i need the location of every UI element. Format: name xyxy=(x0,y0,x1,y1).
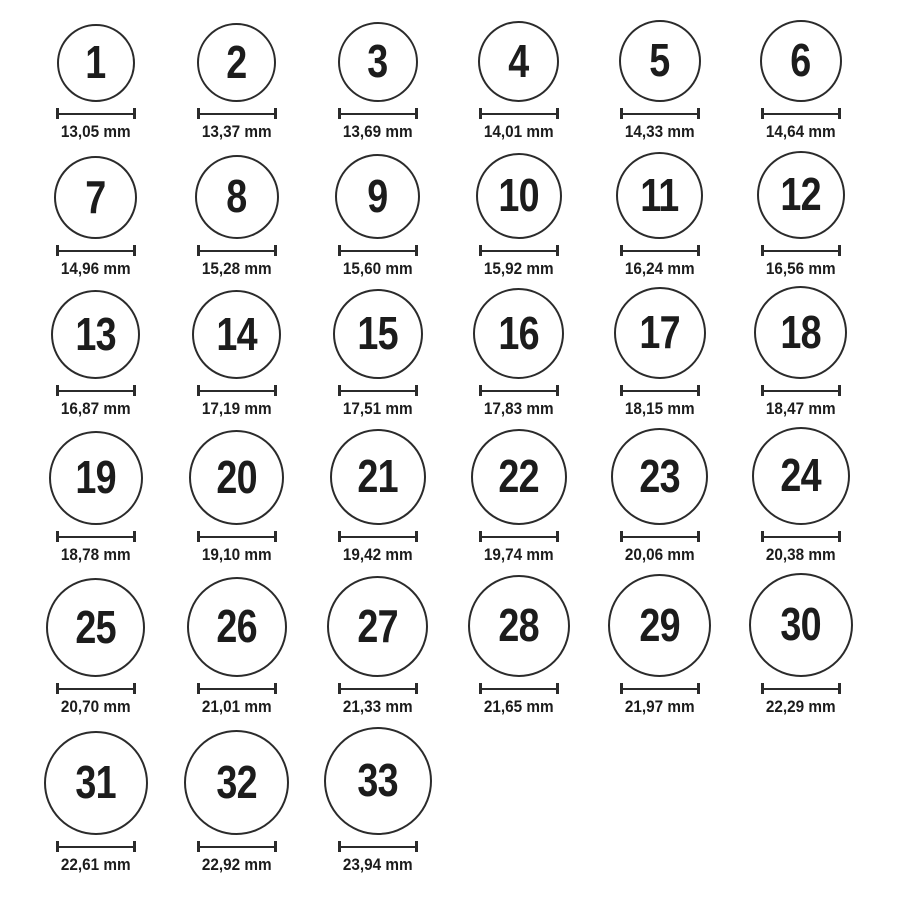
ring-size-number: 4 xyxy=(508,34,529,87)
diameter-label: 19,10 mm xyxy=(201,545,272,564)
ring-circle xyxy=(478,21,559,102)
diameter-label: 15,60 mm xyxy=(342,259,413,278)
measure-bar xyxy=(623,113,697,115)
ring-size-number: 5 xyxy=(649,34,670,86)
ring-size-number: 14 xyxy=(216,307,257,360)
ring-size-cell xyxy=(448,565,589,717)
ring-size-cell xyxy=(448,142,589,279)
ring-size-number: 21 xyxy=(357,450,398,502)
diameter-measure-line xyxy=(338,531,418,542)
diameter-label: 21,65 mm xyxy=(483,697,554,716)
ring-size-number: 11 xyxy=(640,168,679,221)
diameter-measure-line xyxy=(338,108,418,119)
ring-size-cell xyxy=(589,279,730,419)
ring-size-number: 27 xyxy=(357,599,398,652)
diameter-label: 18,47 mm xyxy=(765,399,836,418)
ring-size-number: 1 xyxy=(85,36,106,88)
ring-size-cell xyxy=(589,565,730,717)
ring-size-cell xyxy=(730,142,871,279)
ring-circle xyxy=(611,428,708,525)
ring-size-cell xyxy=(25,142,166,279)
ring-circle xyxy=(473,288,564,379)
ring-circle xyxy=(197,23,276,102)
ring-circle xyxy=(468,575,570,677)
ring-circle xyxy=(754,286,847,379)
ring-size-cell xyxy=(730,565,871,717)
ring-size-cell xyxy=(307,419,448,565)
ring-size-number: 2 xyxy=(226,35,247,88)
ring-size-number: 32 xyxy=(216,755,257,808)
ring-size-cell xyxy=(307,142,448,279)
ring-size-cell xyxy=(448,419,589,565)
ring-size-cell xyxy=(589,142,730,279)
ring-circle xyxy=(51,290,140,379)
diameter-measure-line xyxy=(761,108,841,119)
measure-bar xyxy=(482,250,556,252)
ring-size-number: 19 xyxy=(75,451,116,503)
diameter-label: 14,33 mm xyxy=(624,122,695,141)
diameter-label: 14,96 mm xyxy=(60,259,131,278)
measure-bar xyxy=(200,536,274,538)
measure-bar xyxy=(482,113,556,115)
ring-size-number: 13 xyxy=(75,307,116,360)
measure-bar xyxy=(623,536,697,538)
ring-size-number: 16 xyxy=(498,306,539,359)
diameter-measure-line xyxy=(479,245,559,256)
measure-bar xyxy=(341,536,415,538)
measure-bar xyxy=(482,536,556,538)
diameter-label: 16,56 mm xyxy=(765,259,836,278)
diameter-measure-line xyxy=(620,245,700,256)
measure-bar xyxy=(200,113,274,115)
diameter-label: 20,70 mm xyxy=(60,697,131,716)
measure-bar xyxy=(200,250,274,252)
ring-circle xyxy=(335,154,420,239)
diameter-label: 16,24 mm xyxy=(624,259,695,278)
measure-bar xyxy=(59,390,133,392)
ring-size-cell xyxy=(307,717,448,875)
ring-circle xyxy=(330,429,426,525)
ring-size-cell xyxy=(166,142,307,279)
measure-bar xyxy=(482,390,556,392)
chart-row xyxy=(25,419,900,565)
chart-row xyxy=(25,565,900,717)
ring-circle xyxy=(192,290,281,379)
diameter-measure-line xyxy=(338,385,418,396)
diameter-measure-line xyxy=(338,841,418,852)
ring-size-number: 10 xyxy=(498,169,539,221)
measure-bar xyxy=(482,688,556,690)
diameter-label: 13,69 mm xyxy=(342,122,413,141)
chart-row xyxy=(25,142,900,279)
diameter-label: 13,05 mm xyxy=(60,122,131,141)
measure-bar xyxy=(764,113,838,115)
diameter-measure-line xyxy=(197,245,277,256)
ring-circle xyxy=(184,730,289,835)
measure-bar xyxy=(764,688,838,690)
diameter-measure-line xyxy=(56,841,136,852)
diameter-label: 20,06 mm xyxy=(624,545,695,564)
ring-circle xyxy=(471,429,567,525)
ring-size-number: 26 xyxy=(216,600,257,652)
measure-bar xyxy=(623,390,697,392)
ring-size-number: 23 xyxy=(639,449,680,502)
diameter-label: 21,01 mm xyxy=(201,697,272,716)
diameter-measure-line xyxy=(338,683,418,694)
ring-size-number: 31 xyxy=(75,756,116,808)
diameter-label: 23,94 mm xyxy=(342,855,413,874)
ring-size-number: 8 xyxy=(226,170,247,222)
ring-size-cell xyxy=(25,279,166,419)
ring-circle xyxy=(608,574,711,677)
ring-circle xyxy=(54,156,137,239)
ring-size-number: 30 xyxy=(780,598,821,650)
ring-size-cell xyxy=(730,2,871,142)
ring-circle xyxy=(46,578,145,677)
diameter-label: 13,37 mm xyxy=(201,122,272,141)
diameter-measure-line xyxy=(479,531,559,542)
diameter-label: 22,92 mm xyxy=(201,855,272,874)
chart-row xyxy=(25,717,900,875)
diameter-label: 16,87 mm xyxy=(60,399,131,418)
ring-size-number: 18 xyxy=(780,305,821,358)
ring-size-number: 15 xyxy=(357,307,398,359)
ring-size-number: 17 xyxy=(639,306,680,358)
ring-size-number: 22 xyxy=(498,450,539,502)
measure-bar xyxy=(341,688,415,690)
ring-circle xyxy=(760,20,842,102)
diameter-label: 22,61 mm xyxy=(60,855,131,874)
ring-circle xyxy=(195,155,279,239)
ring-circle xyxy=(616,152,703,239)
diameter-measure-line xyxy=(197,108,277,119)
diameter-label: 14,01 mm xyxy=(483,122,554,141)
ring-size-cell xyxy=(166,565,307,717)
diameter-measure-line xyxy=(761,245,841,256)
measure-bar xyxy=(59,113,133,115)
measure-bar xyxy=(623,250,697,252)
ring-size-cell xyxy=(25,419,166,565)
ring-size-number: 6 xyxy=(790,34,811,86)
measure-bar xyxy=(59,688,133,690)
diameter-label: 18,78 mm xyxy=(60,545,131,564)
ring-circle xyxy=(189,430,284,525)
diameter-measure-line xyxy=(197,385,277,396)
diameter-measure-line xyxy=(620,108,700,119)
diameter-measure-line xyxy=(197,531,277,542)
ring-size-cell xyxy=(166,717,307,875)
chart-row xyxy=(25,279,900,419)
ring-size-number: 12 xyxy=(780,168,821,220)
ring-size-number: 7 xyxy=(85,170,106,223)
diameter-measure-line xyxy=(620,531,700,542)
ring-circle xyxy=(57,24,135,102)
ring-size-number: 25 xyxy=(75,600,116,653)
ring-circle xyxy=(49,431,143,525)
ring-size-cell xyxy=(307,2,448,142)
ring-size-cell xyxy=(307,279,448,419)
diameter-label: 17,51 mm xyxy=(342,399,413,418)
ring-circle xyxy=(187,577,287,677)
ring-size-cell xyxy=(25,565,166,717)
diameter-measure-line xyxy=(620,683,700,694)
measure-bar xyxy=(341,390,415,392)
ring-size-number: 28 xyxy=(498,599,539,651)
ring-circle xyxy=(338,22,418,102)
ring-size-cell xyxy=(166,2,307,142)
diameter-measure-line xyxy=(56,683,136,694)
ring-size-number: 29 xyxy=(639,598,680,651)
ring-circle xyxy=(327,576,428,677)
diameter-label: 22,29 mm xyxy=(765,697,836,716)
ring-size-cell xyxy=(730,419,871,565)
diameter-measure-line xyxy=(197,683,277,694)
measure-bar xyxy=(341,250,415,252)
ring-size-number: 24 xyxy=(780,449,821,501)
diameter-label: 21,97 mm xyxy=(624,697,695,716)
ring-circle xyxy=(749,573,853,677)
diameter-measure-line xyxy=(56,245,136,256)
ring-circle xyxy=(757,151,845,239)
diameter-measure-line xyxy=(338,245,418,256)
diameter-label: 20,38 mm xyxy=(765,545,836,564)
measure-bar xyxy=(59,536,133,538)
ring-size-cell xyxy=(589,2,730,142)
ring-size-cell xyxy=(730,279,871,419)
diameter-measure-line xyxy=(56,385,136,396)
diameter-measure-line xyxy=(56,531,136,542)
measure-bar xyxy=(341,113,415,115)
diameter-measure-line xyxy=(620,385,700,396)
diameter-measure-line xyxy=(479,683,559,694)
ring-size-cell xyxy=(307,565,448,717)
diameter-label: 19,42 mm xyxy=(342,545,413,564)
measure-bar xyxy=(764,390,838,392)
ring-circle xyxy=(752,427,850,525)
ring-size-number: 3 xyxy=(367,35,388,87)
measure-bar xyxy=(59,846,133,848)
diameter-label: 15,28 mm xyxy=(201,259,272,278)
diameter-measure-line xyxy=(761,385,841,396)
ring-circle xyxy=(614,287,706,379)
ring-circle xyxy=(44,731,148,835)
ring-circle xyxy=(476,153,562,239)
measure-bar xyxy=(623,688,697,690)
ring-size-cell xyxy=(448,279,589,419)
measure-bar xyxy=(764,250,838,252)
ring-size-cell xyxy=(25,2,166,142)
ring-size-cell xyxy=(448,2,589,142)
diameter-measure-line xyxy=(479,385,559,396)
ring-size-cell xyxy=(166,419,307,565)
diameter-label: 17,19 mm xyxy=(201,399,272,418)
chart-row xyxy=(25,2,900,142)
diameter-label: 18,15 mm xyxy=(624,399,695,418)
measure-bar xyxy=(200,390,274,392)
measure-bar xyxy=(59,250,133,252)
measure-bar xyxy=(341,846,415,848)
diameter-measure-line xyxy=(197,841,277,852)
ring-size-cell xyxy=(166,279,307,419)
diameter-measure-line xyxy=(479,108,559,119)
ring-circle xyxy=(324,727,432,835)
diameter-label: 15,92 mm xyxy=(483,259,554,278)
diameter-label: 21,33 mm xyxy=(342,697,413,716)
diameter-measure-line xyxy=(56,108,136,119)
ring-size-cell xyxy=(589,419,730,565)
ring-size-number: 9 xyxy=(367,169,388,222)
diameter-measure-line xyxy=(761,531,841,542)
diameter-label: 17,83 mm xyxy=(483,399,554,418)
diameter-label: 19,74 mm xyxy=(483,545,554,564)
ring-circle xyxy=(619,20,701,102)
diameter-label: 14,64 mm xyxy=(765,122,836,141)
ring-size-cell xyxy=(25,717,166,875)
ring-size-number: 20 xyxy=(216,450,257,503)
ring-size-number: 33 xyxy=(357,754,398,806)
diameter-measure-line xyxy=(761,683,841,694)
measure-bar xyxy=(200,846,274,848)
measure-bar xyxy=(200,688,274,690)
measure-bar xyxy=(764,536,838,538)
ring-circle xyxy=(333,289,423,379)
